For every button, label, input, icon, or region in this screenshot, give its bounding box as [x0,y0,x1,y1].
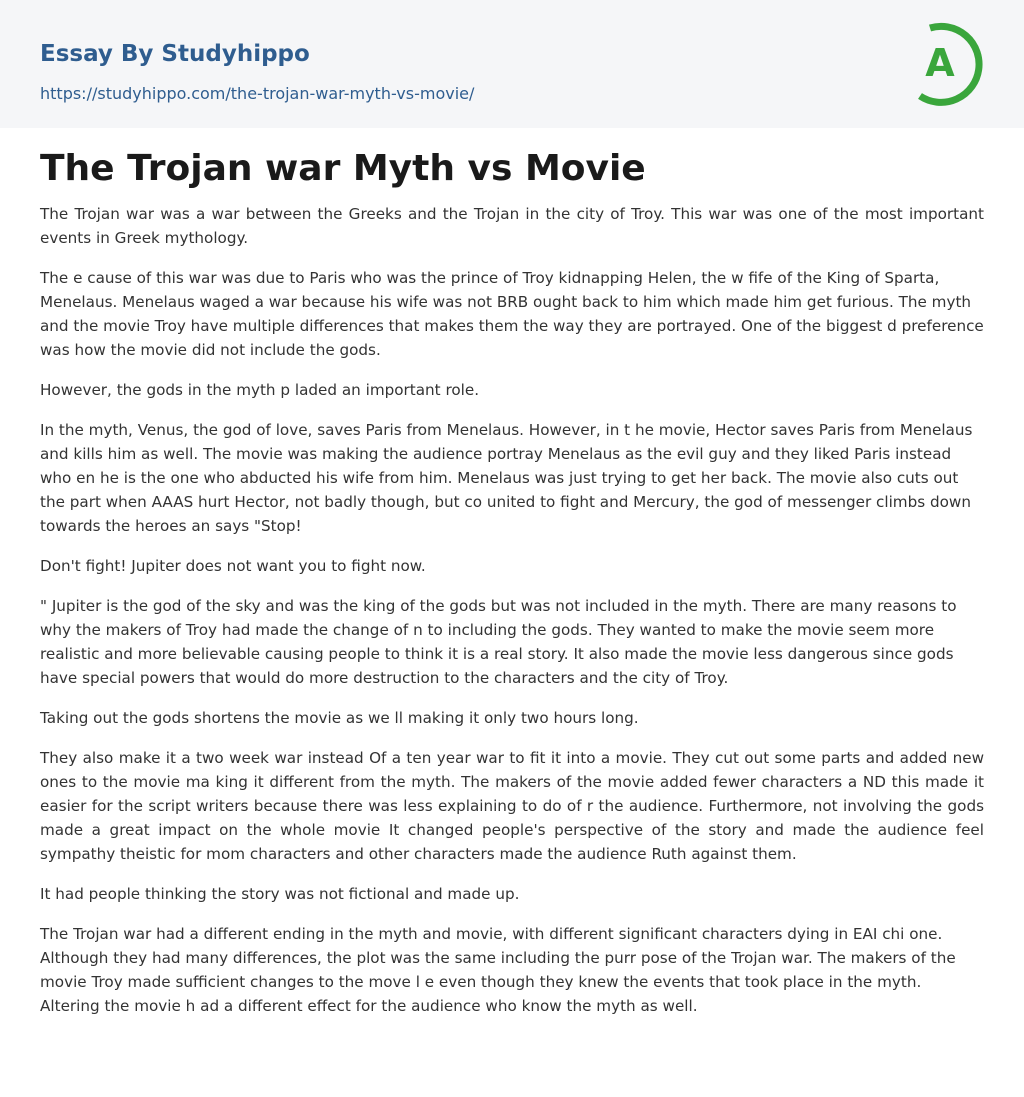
paragraph-1: The Trojan war was a war between the Greeks and the Trojan in the city of Troy. This war was one of the most important events in Greek mythology. [40,205,984,247]
article-title: The Trojan war Myth vs Movie [40,148,646,189]
brand-title[interactable]: Essay By Studyhippo [40,41,310,67]
logo-letter: A [925,41,955,85]
article [0,148,1024,1018]
site-header [0,0,1024,128]
paragraph-2: The e cause of this war was due to Paris who was the prince of Troy kidnapping Helen, the w fife of the King of Sparta, Menelaus. Menelaus waged a war because his wife was not BRB ought back to him which made him get furious. The myth and the movie Troy have multiple differences that makes them the way they are portrayed. One of the biggest d preference was how the movie did not include the gods. [40,269,984,359]
paragraph-3: However, the gods in the myth p laded an important role. [40,381,480,399]
studyhippo-logo-icon[interactable] [910,18,986,106]
paragraph-5: Don't fight! Jupiter does not want you to fight now. [40,557,426,575]
paragraph-6: " Jupiter is the god of the sky and was the king of the gods but was not included in the myth. There are many reasons to why the makers of Troy had made the change of n to including the gods. They wanted to make the movie seem more realistic and more believable causing people to think it is a real story. It also made the movie less dangerous since gods have special powers that would do more destruction to the characters and the city of Troy. [40,597,957,687]
paragraph-4: In the myth, Venus, the god of love, saves Paris from Menelaus. However, in t he movie, Hector saves Paris from Menelaus and kills him as well. The movie was making the audience portray Menelaus as the evil guy and they liked Paris instead who en he is the one who abducted his wife from him. Menelaus was just trying to get her back. The movie also cuts out the part when AAAS hurt Hector, not badly though, but co united to fight and Mercury, the god of messenger climbs down towards the heroes an says "Stop! [40,421,973,535]
page-url-link[interactable]: https://studyhippo.com/the-trojan-war-myth-vs-movie/ [40,84,475,103]
paragraph-9: It had people thinking the story was not fictional and made up. [40,885,520,903]
paragraph-10: The Trojan war had a different ending in the myth and movie, with different significant characters dying in EAI chi one. Although they had many differences, the plot was the same including the purr pose of the Trojan war. The makers of the movie Troy made sufficient changes to the move l e even though they knew the events that took place in the myth. Altering the movie h ad a different effect for the audience who know the myth as well. [40,925,956,1015]
paragraph-7: Taking out the gods shortens the movie as we ll making it only two hours long. [40,709,639,727]
paragraph-8: They also make it a two week war instead Of a ten year war to fit it into a movie. They cut out some parts and added new ones to the movie ma king it different from the myth. The makers of the movie added fewer characters a ND this made it easier for the script writers because there was less explaining to do of r the audience. Furthermore, not involving the gods made a great impact on the whole movie It changed people's perspective of the story and made the audience feel sympathy theistic for mom characters and other characters made the audience Ruth against them. [40,749,984,863]
